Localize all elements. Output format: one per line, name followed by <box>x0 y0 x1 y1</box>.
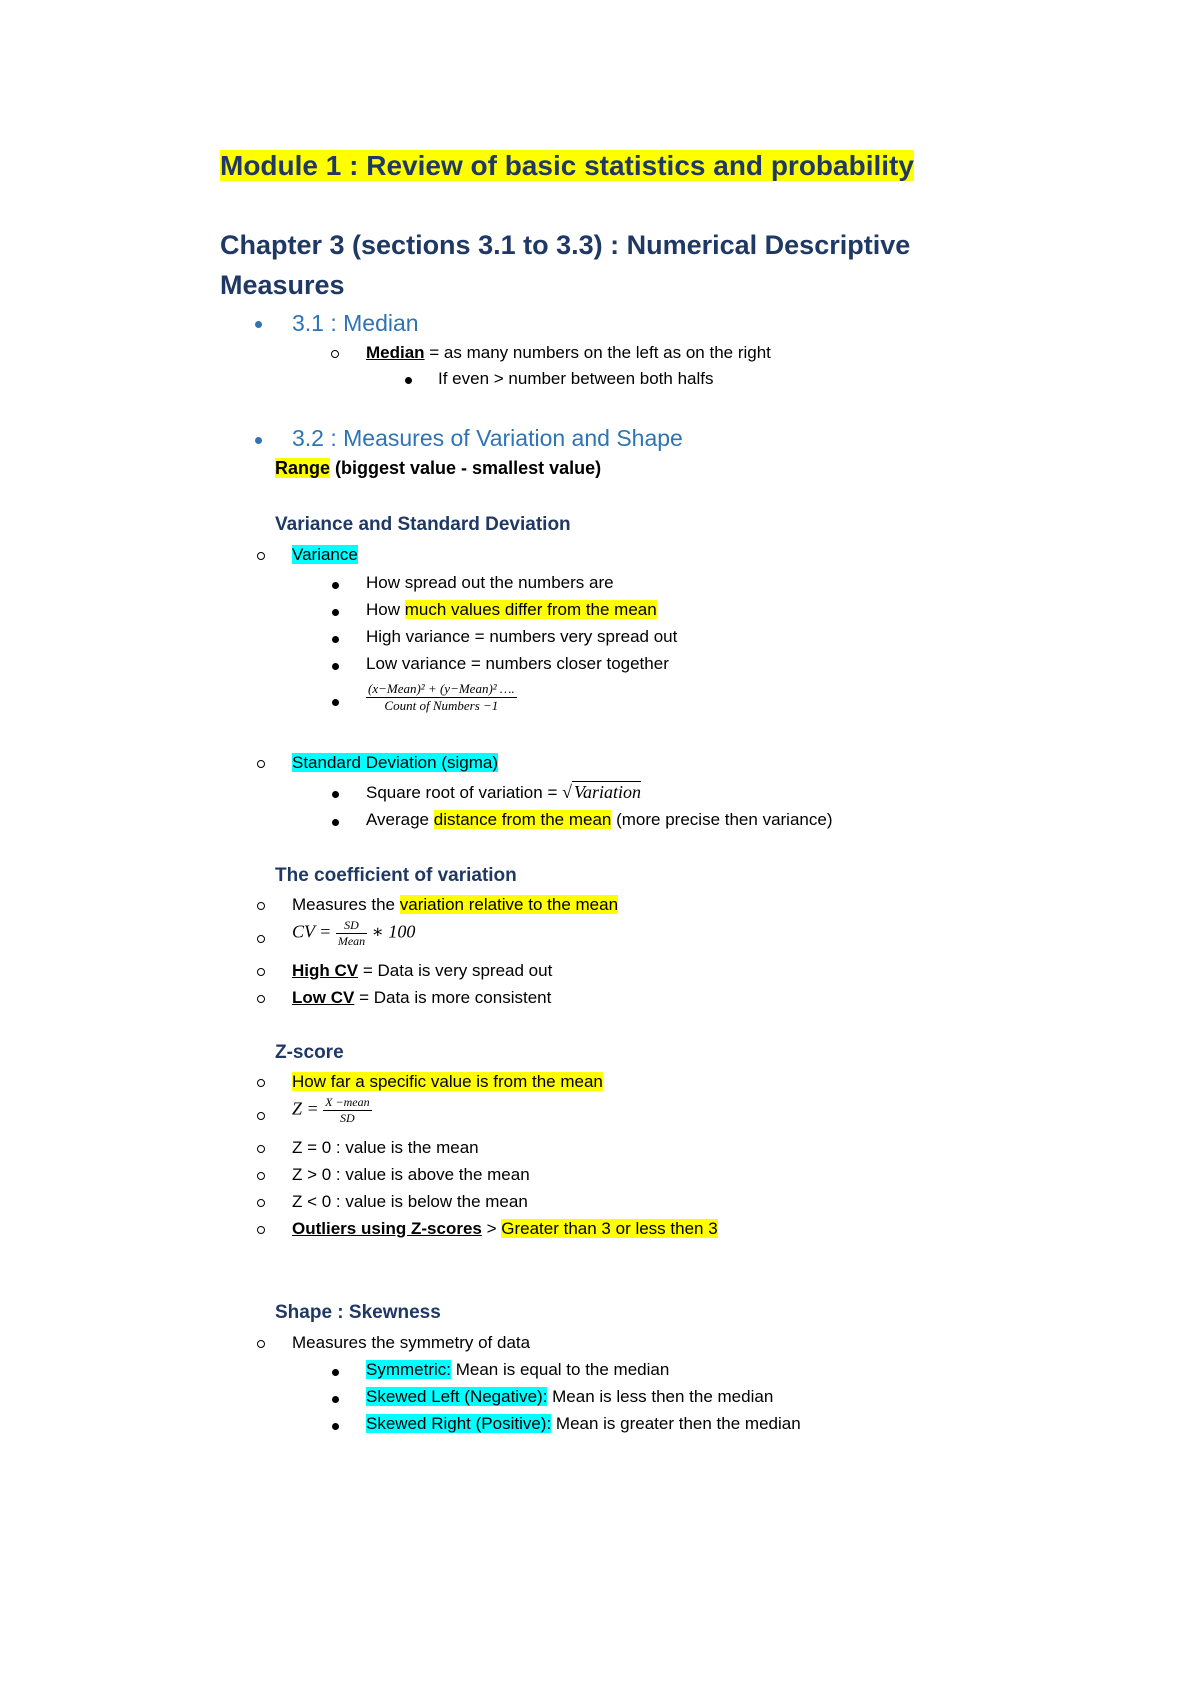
sd-item-2: Average distance from the mean (more precise then variance) <box>366 810 833 829</box>
sd-item-1: Square root of variation = √ Variation <box>366 782 641 802</box>
circle-bullet-icon <box>331 350 339 358</box>
circle-bullet-icon <box>257 902 265 910</box>
skew-right: Skewed Right (Positive): Mean is greater then the median <box>366 1414 801 1433</box>
bullet-dot-icon <box>332 582 339 589</box>
section-3-2-heading: 3.2 : Measures of Variation and Shape <box>292 425 683 451</box>
skew-left: Skewed Left (Negative): Mean is less then the median <box>366 1387 774 1406</box>
circle-bullet-icon <box>257 995 265 1003</box>
skew-symmetric: Symmetric: Mean is equal to the median <box>366 1360 670 1379</box>
circle-bullet-icon <box>257 1172 265 1180</box>
cv-heading: The coefficient of variation <box>275 865 517 886</box>
variance-formula: $\frac{\text{(x−Mean)² + (y−Mean)² ….}}{\text{Count of Numbers −1}}$ <box>368 681 515 713</box>
variance-item-1: How spread out the numbers are <box>366 573 614 592</box>
z-item-5: Z < 0 : value is below the mean <box>292 1192 528 1211</box>
chapter-title: Chapter 3 (sections 3.1 to 3.3) : Numerical Descriptive Measures <box>220 230 911 300</box>
circle-bullet-icon <box>257 552 265 560</box>
z-item-3: Z = 0 : value is the mean <box>292 1138 479 1157</box>
bullet-dot-icon <box>255 321 262 328</box>
bullet-dot-icon <box>332 1369 339 1376</box>
circle-bullet-icon <box>257 760 265 768</box>
cv-item-1: Measures the variation relative to the mean <box>292 895 619 914</box>
cv-formula: CV = $\frac{SD}{\text{Mean}}$ ∗ 100 <box>292 918 416 948</box>
bullet-dot-icon <box>332 663 339 670</box>
skewness-heading: Shape : Skewness <box>275 1302 441 1323</box>
circle-bullet-icon <box>257 1112 265 1120</box>
circle-bullet-icon <box>257 1079 265 1087</box>
z-formula: Z = $\frac{\text{X −mean}}{SD}$ <box>292 1095 370 1125</box>
z-item-4: Z > 0 : value is above the mean <box>292 1165 530 1184</box>
bullet-dot-icon <box>332 1423 339 1430</box>
z-outliers: Outliers using Z-scores > Greater than 3 or less then 3 <box>292 1219 718 1238</box>
cv-low: Low CV = Data is more consistent <box>292 988 552 1007</box>
bullet-dot-icon <box>332 791 339 798</box>
circle-bullet-icon <box>257 968 265 976</box>
z-item-1: How far a specific value is from the mean <box>292 1072 603 1091</box>
skew-item-1: Measures the symmetry of data <box>292 1333 531 1352</box>
bullet-dot-icon <box>332 699 339 706</box>
z-score-heading: Z-score <box>275 1042 344 1063</box>
bullet-dot-icon <box>332 636 339 643</box>
bullet-dot-icon <box>255 437 262 444</box>
variance-item-4: Low variance = numbers closer together <box>366 654 669 673</box>
median-definition: Median = as many numbers on the left as on the right <box>366 343 771 362</box>
circle-bullet-icon <box>257 1226 265 1234</box>
circle-bullet-icon <box>257 935 265 943</box>
sd-label: Standard Deviation (sigma) <box>292 753 498 772</box>
module-title: Module 1 : Review of basic statistics and probability <box>220 150 914 181</box>
circle-bullet-icon <box>257 1340 265 1348</box>
cv-high: High CV = Data is very spread out <box>292 961 553 980</box>
section-3-1-heading: 3.1 : Median <box>292 310 419 336</box>
variance-item-3: High variance = numbers very spread out <box>366 627 678 646</box>
bullet-dot-icon <box>405 377 412 384</box>
median-even-note: If even > number between both halfs <box>438 369 714 388</box>
bullet-dot-icon <box>332 1396 339 1403</box>
circle-bullet-icon <box>257 1199 265 1207</box>
variance-sd-heading: Variance and Standard Deviation <box>275 514 571 535</box>
variance-label: Variance <box>292 545 358 564</box>
range-definition: Range (biggest value - smallest value) <box>275 458 602 478</box>
bullet-dot-icon <box>332 819 339 826</box>
bullet-dot-icon <box>332 609 339 616</box>
variance-item-2: How much values differ from the mean <box>366 600 657 619</box>
circle-bullet-icon <box>257 1145 265 1153</box>
